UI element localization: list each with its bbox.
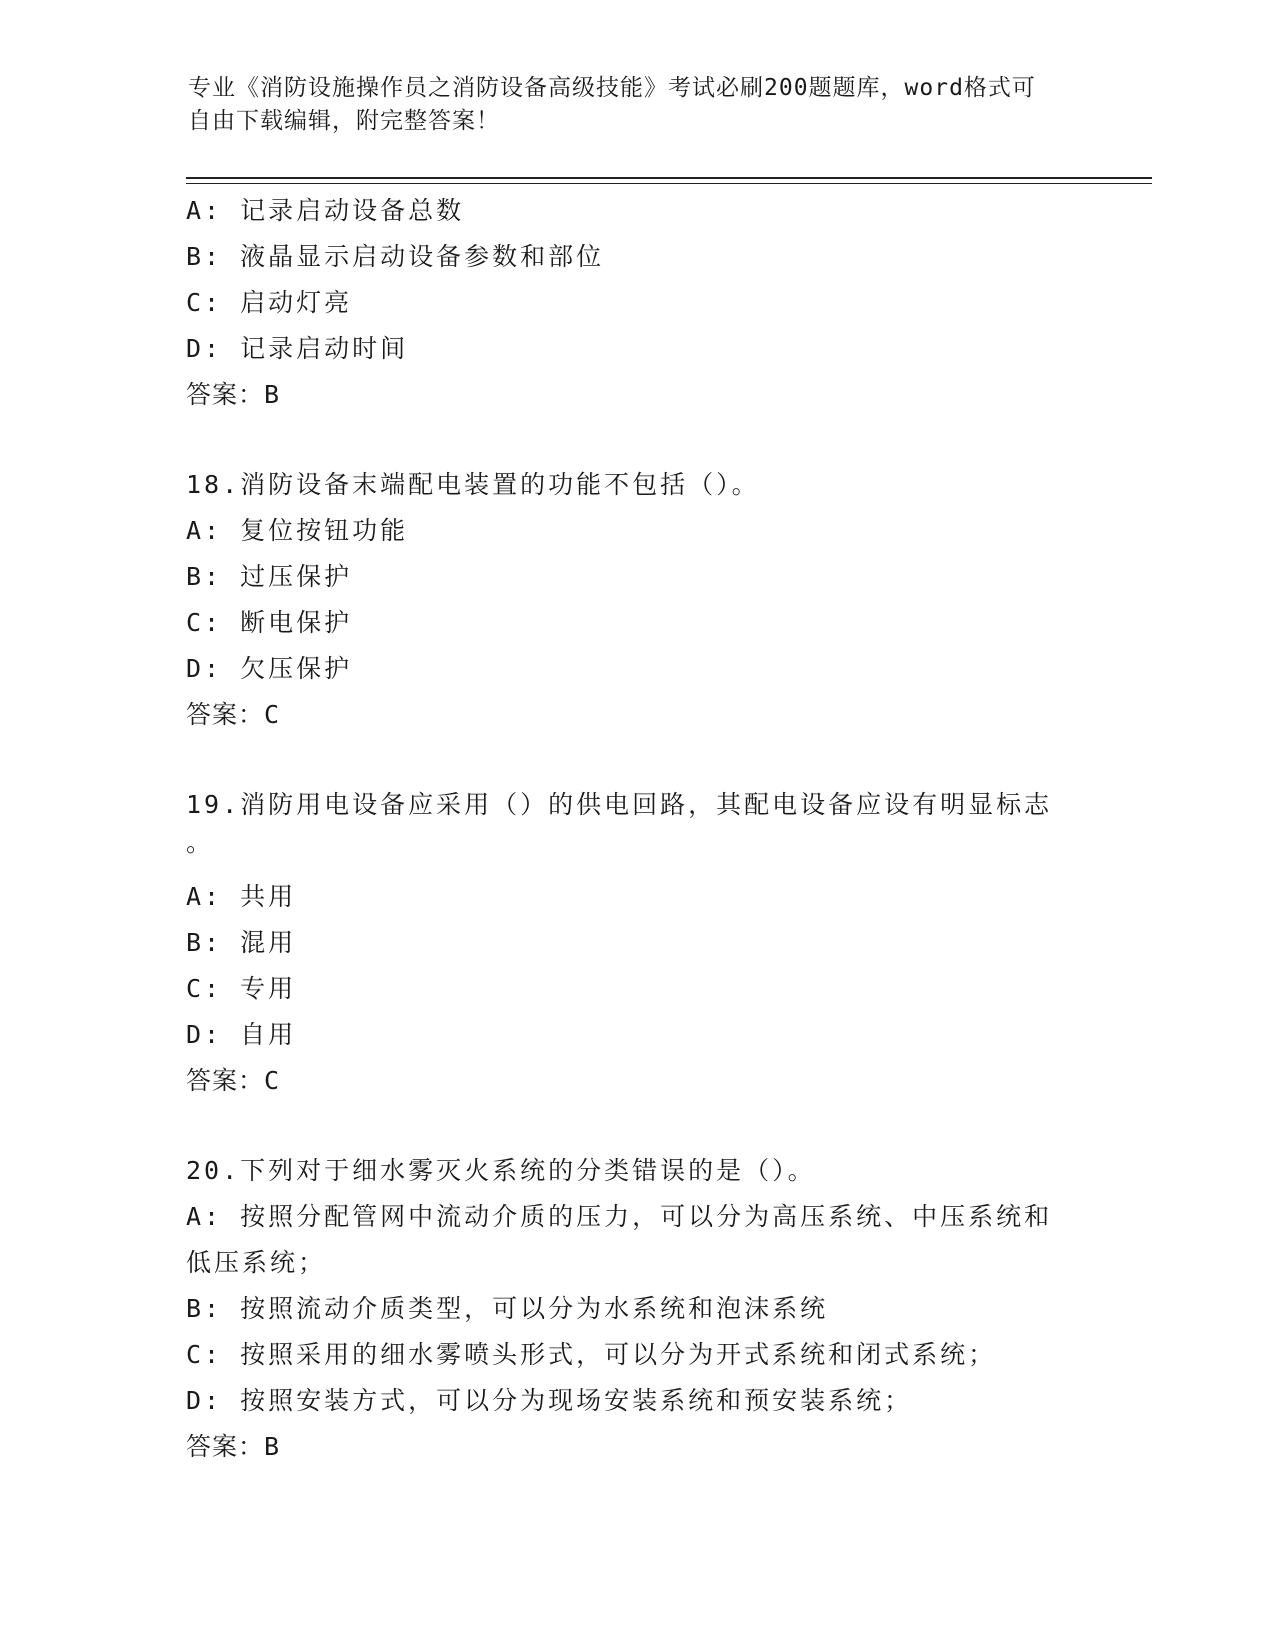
option-b: B: 过压保护: [186, 562, 353, 591]
question-19: [186, 782, 1086, 1104]
option-b: B: 液晶显示启动设备参数和部位: [186, 242, 605, 271]
question-text: 19.消防用电设备应采用（）的供电回路，其配电设备应设有明显标志: [186, 790, 1053, 819]
header-line-2: 自由下载编辑，附完整答案！: [188, 108, 500, 134]
question-18: [186, 462, 1086, 738]
spacer: [186, 1104, 1086, 1148]
option-c: C: 按照采用的细水雾喷头形式，可以分为开式系统和闭式系统；: [186, 1340, 997, 1369]
header-divider-thin: [186, 183, 1152, 184]
answer-label: 答案：: [186, 700, 265, 729]
question-text-tail: 。: [186, 828, 212, 857]
answer-line: [186, 372, 1086, 418]
option-a: A: 记录启动设备总数: [186, 196, 465, 225]
spacer: [186, 418, 1086, 462]
question-text: 20.下列对于细水雾灭火系统的分类错误的是（）。: [186, 1156, 816, 1185]
option-d: D: 自用: [186, 1020, 297, 1049]
answer-line: [186, 1058, 1086, 1104]
header-divider-thick: [186, 177, 1152, 179]
question-20: [186, 1148, 1086, 1470]
answer-label: 答案：: [186, 1066, 265, 1095]
option-a: A: 复位按钮功能: [186, 516, 409, 545]
answer-label: 答案：: [186, 380, 265, 409]
option-b: B: 按照流动介质类型，可以分为水系统和泡沫系统: [186, 1294, 829, 1323]
answer-line: [186, 692, 1086, 738]
answer-label: 答案：: [186, 1432, 265, 1461]
answer-value: C: [264, 700, 281, 729]
option-a: A: 按照分配管网中流动介质的压力，可以分为高压系统、中压系统和: [186, 1202, 1053, 1231]
option-c: C: 断电保护: [186, 608, 353, 637]
answer-value: C: [264, 1066, 281, 1095]
option-b: B: 混用: [186, 928, 297, 957]
document-header: [188, 72, 1088, 138]
answer-value: B: [264, 380, 281, 409]
option-a-continued: 低压系统；: [186, 1248, 327, 1277]
option-d: D: 按照安装方式，可以分为现场安装系统和预安装系统；: [186, 1386, 913, 1415]
question-list: [186, 188, 1086, 1470]
option-c: C: 启动灯亮: [186, 288, 353, 317]
answer-value: B: [264, 1432, 281, 1461]
spacer: [186, 738, 1086, 782]
question-17: [186, 188, 1086, 418]
option-d: D: 记录启动时间: [186, 334, 409, 363]
question-text: 18.消防设备末端配电装置的功能不包括（）。: [186, 470, 760, 499]
option-a: A: 共用: [186, 882, 297, 911]
answer-line: [186, 1424, 1086, 1470]
option-d: D: 欠压保护: [186, 654, 353, 683]
header-line-1: 专业《消防设施操作员之消防设备高级技能》考试必刷200题题库，word格式可: [188, 75, 1036, 101]
option-c: C: 专用: [186, 974, 297, 1003]
